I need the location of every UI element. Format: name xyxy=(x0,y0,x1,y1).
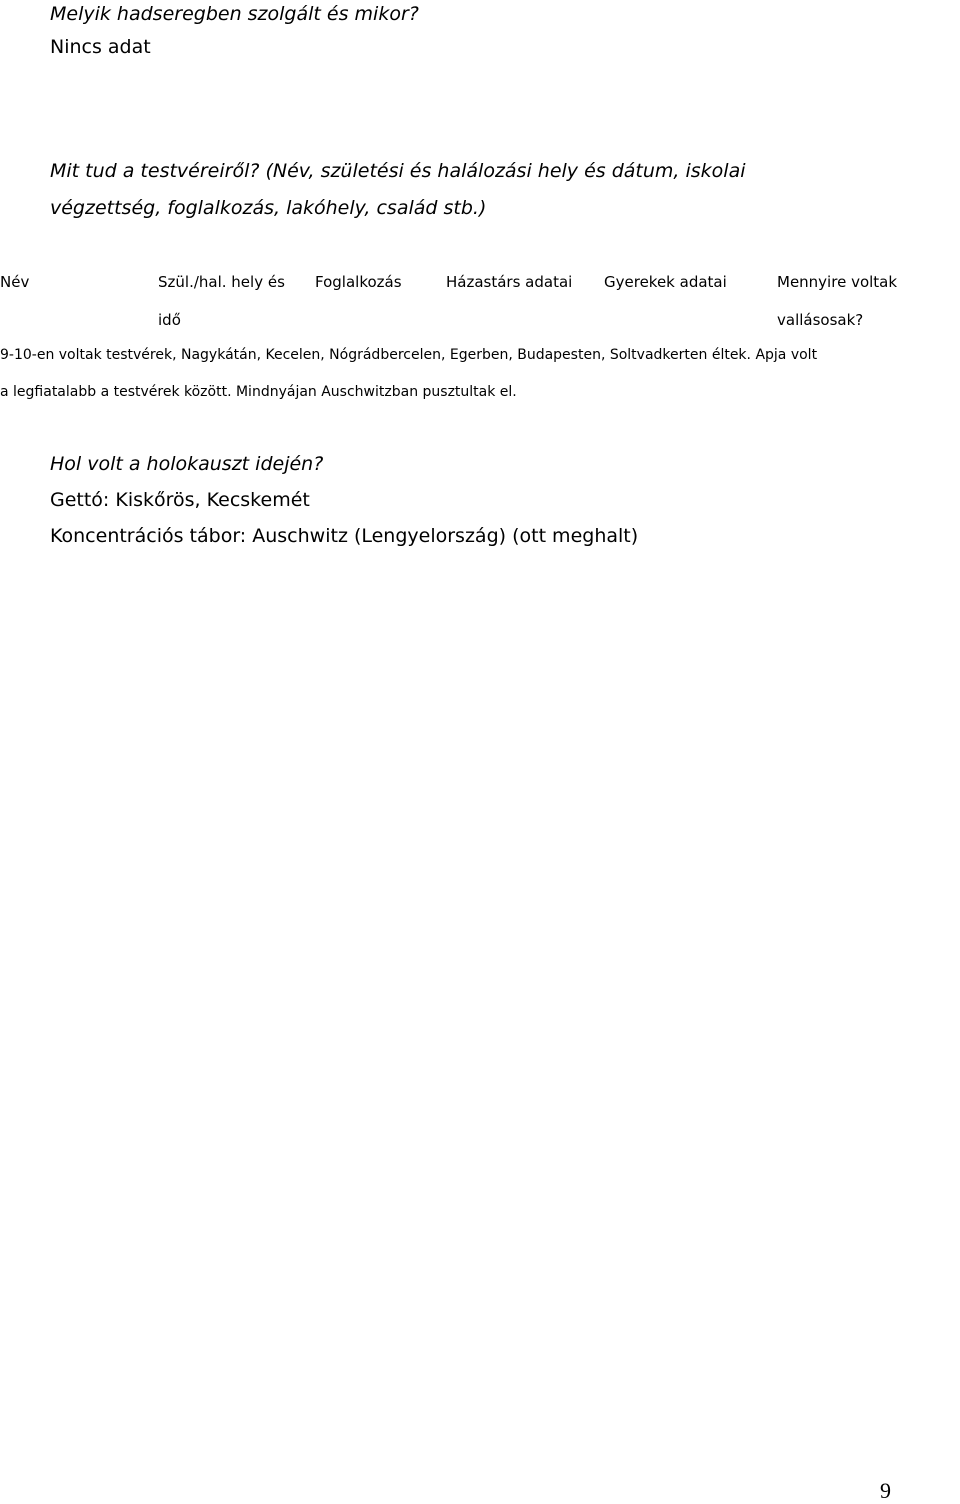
page-number: 9 xyxy=(880,1478,891,1503)
siblings-question-line2: végzettség, foglalkozás, lakóhely, család stb.) xyxy=(50,197,487,219)
siblings-text-line1: 9-10-en voltak testvérek, Nagykátán, Kecelen, Nógrádbercelen, Egerben, Budapesten, Soltvadkerten éltek. Apja volt xyxy=(0,347,818,363)
military-service-answer: Nincs adat xyxy=(50,36,151,58)
camp-answer: Koncentrációs tábor: Auschwitz (Lengyelország) (ott meghalt) xyxy=(50,525,639,547)
header-occupation: Foglalkozás xyxy=(315,273,402,291)
siblings-question-line1: Mit tud a testvéreiről? (Név, születési és halálozási hely és dátum, iskolai xyxy=(50,160,746,182)
header-birth-death-line1: Szül./hal. hely és xyxy=(158,273,285,291)
header-religion-line2: vallásosak? xyxy=(777,311,864,329)
military-service-question: Melyik hadseregben szolgált és mikor? xyxy=(50,3,419,25)
header-children: Gyerekek adatai xyxy=(604,273,727,291)
holocaust-question: Hol volt a holokauszt idején? xyxy=(50,453,324,475)
siblings-text-line2: a legfiatalabb a testvérek között. Mindnyájan Auschwitzban pusztultak el. xyxy=(0,384,517,400)
header-birth-death-line2: idő xyxy=(158,311,181,329)
header-name: Név xyxy=(0,273,30,291)
ghetto-answer: Gettó: Kiskőrös, Kecskemét xyxy=(50,489,310,511)
header-spouse: Házastárs adatai xyxy=(446,273,573,291)
header-religion-line1: Mennyire voltak xyxy=(777,273,898,291)
